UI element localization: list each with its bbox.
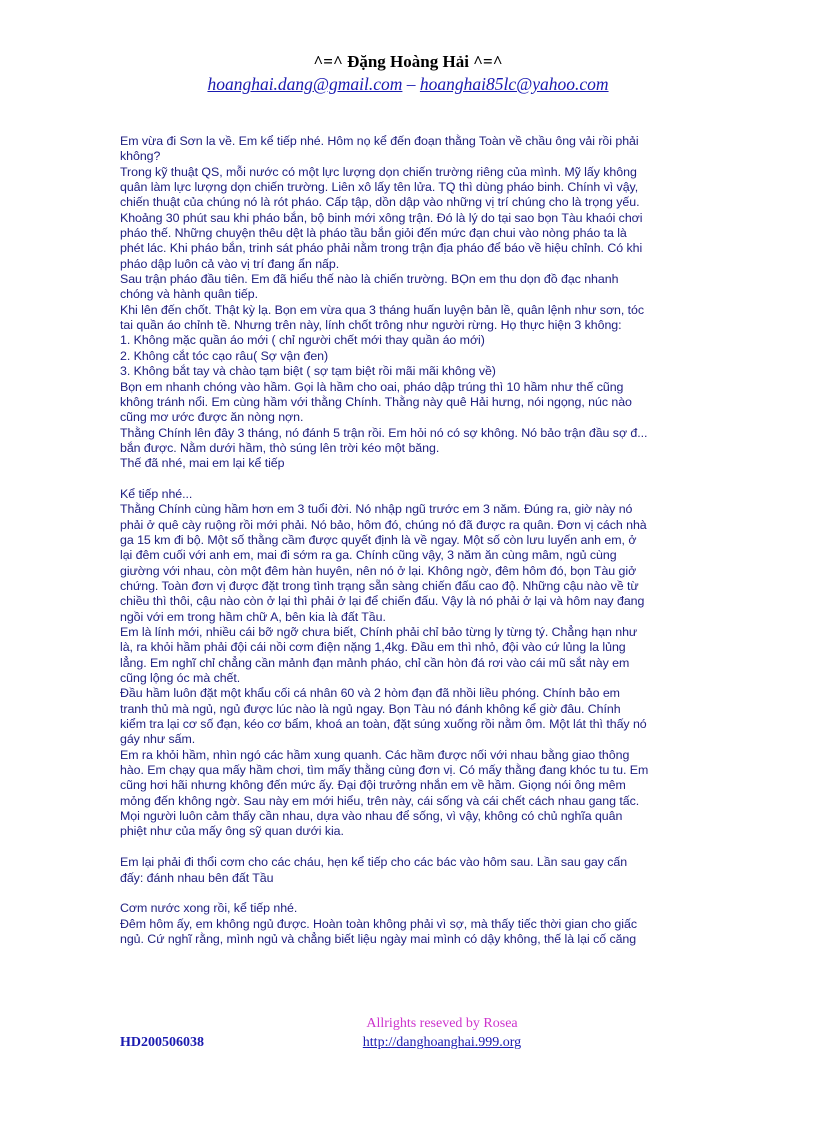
body-line: hào. Em chạy qua mấy hầm chơi, tìm mấy thằng cùng đơn vị. Có mấy thằng đang khóc tu tu. Em — [120, 763, 649, 778]
body-line: Khoảng 30 phút sau khi pháo bắn, bộ binh mới xông trận. Đó là lý do tại sao bọn Tàu khaói chơi — [120, 210, 643, 225]
body-line: ga 15 km đi bộ. Một số thằng cầm được quyết định là về ngay. Một số còn lưu luyến anh em, ở — [120, 532, 637, 547]
footer-url-link[interactable]: http://danghoanghai.999.org — [362, 1035, 522, 1050]
body-line: cũng lộng óc mà chết. — [120, 671, 241, 686]
body-line: gáy như sấm. — [120, 732, 196, 747]
paragraph-gap — [120, 472, 696, 487]
body-line: Thế đã nhé, mai em lại kể tiếp — [120, 456, 285, 471]
body-line: Trong kỹ thuật QS, mỗi nước có một lực lượng dọn chiến trường riêng của mình. Mỹ lấy không — [120, 164, 637, 179]
paragraph-gap — [120, 840, 696, 855]
story-body — [120, 134, 696, 947]
body-line: tai quần áo chỉnh tề. Nhưng trên này, lính chốt trông như người rừng. Họ thực hiện 3 không: — [120, 318, 622, 333]
body-line: là, ra khỏi hầm phải đội cái nồi cơm điện nặng 1,4kg. Đầu em thì nhỏ, đội vào cứ lủng la lủng — [120, 640, 626, 655]
body-line: giường với nhau, còn một đêm hàn huyên, nên nó ở lại. Không ngờ, đêm hôm đó, bọn Tàu giở — [120, 563, 637, 578]
body-line: Khi lên đến chốt. Thật kỳ lạ. Bọn em vừa qua 3 tháng huấn luyện bản lề, quân lệnh như sơn, tóc — [120, 302, 645, 317]
email-link-gmail[interactable]: hoanghai.dang@gmail.com — [207, 74, 403, 94]
body-line: Em lại phải đi thổi cơm cho các cháu, hẹn kể tiếp cho các bác vào hôm sau. Lần sau gay cấn — [120, 855, 628, 870]
body-line: đấy: đánh nhau bên đất Tầu — [120, 870, 274, 885]
body-line: phét lác. Khi pháo bắn, trinh sát pháo phải nằm trong trận địa pháo để báo về hiệu chỉnh. Có khi — [120, 241, 643, 256]
body-line: 1. Không mặc quần áo mới ( chỉ người chết mới thay quần áo mới) — [120, 333, 485, 348]
body-line: chiến thuật của chúng nó là rót pháo. Cấp tập, dồn dập vào những vị trí chúng cho là trọng yếu. — [120, 195, 640, 210]
body-line: chứng. Toàn đơn vị được đặt trong tình trạng sẵn sàng chiến đấu cao độ. Những cậu nào về từ — [120, 578, 639, 593]
body-line: Em ra khỏi hầm, nhìn ngó các hầm xung quanh. Các hầm được nối với nhau bằng giao thông — [120, 747, 630, 762]
body-line: Kể tiếp nhé... — [120, 486, 193, 501]
body-line: 2. Không cắt tóc cạo râu( Sợ vận đen) — [120, 348, 329, 363]
body-line: cũng hơi hãi nhưng không đến mức ấy. Đại đội trưởng nhắn em về hầm. Giọng nói ông mêm — [120, 778, 626, 793]
body-line: bắn được. Nằm dưới hầm, thò súng lên trời kéo một băng. — [120, 440, 440, 455]
body-line: Mọi người luôn cảm thấy cần nhau, dựa vào nhau để sống, vì vậy, không có chủ nghĩa quân — [120, 809, 623, 824]
body-line: ngủ. Cứ nghĩ rằng, mình ngủ và chẳng biết liệu ngày mai mình có dậy không, thế là lại cố căng — [120, 931, 637, 946]
body-line: chiều thì thôi, cậu nào còn ở lại thì phải ở lại để chiến đấu. Vậy là nó phải ở lại và hôm nay đang — [120, 594, 645, 609]
footer-url — [0, 1035, 816, 1051]
author-emails — [0, 74, 816, 95]
author-title: ^=^ Đặng Hoàng Hải ^=^ — [313, 52, 503, 71]
body-line: Đầu hầm luôn đặt một khẩu cối cá nhân 60 và 2 hòm đạn đã nhồi liều phóng. Chính bảo em — [120, 686, 620, 701]
body-line: quân làm lực lượng dọn chiến trường. Liên xô lấy tên lửa. TQ thì dùng pháo binh. Chính vì vậy, — [120, 180, 639, 195]
footer-document-id: HD200506038 — [120, 1035, 204, 1050]
body-line: kiểm tra lại cơ số đạn, kéo cơ bẩm, khoá an toàn, đặt súng xuống rồi nằm ôm. Một lát thì thấy nó — [120, 717, 647, 732]
body-line: tranh thủ mà ngủ, ngủ được lúc nào là ngủ ngay. Bọn Tàu nó đánh không kể giờ đâu. Chính — [120, 701, 621, 716]
paragraph-gap — [120, 886, 696, 901]
body-line: pháo dập luôn cả vào vị trí đang ẩn nấp. — [120, 256, 340, 271]
email-link-yahoo[interactable]: hoanghai85lc@yahoo.com — [419, 74, 609, 94]
body-line: Cơm nước xong rồi, kể tiếp nhé. — [120, 901, 298, 916]
body-line: Thằng Chính lên đây 3 tháng, nó đánh 5 trận rồi. Em hỏi nó có sợ không. Nó bảo trận đầu sợ đ... — [120, 425, 648, 440]
footer-rights: Allrights reseved by Rosea — [366, 1016, 518, 1031]
body-line: không tránh nổi. Em cùng hầm với thằng Chính. Thằng này quê Hải hưng, nói ngọng, núc nào — [120, 394, 632, 409]
body-line: Em vừa đi Sơn la về. Em kể tiếp nhé. Hôm nọ kể đến đoạn thằng Toàn về chầu ông vải rồi phải — [120, 134, 639, 148]
body-line: Em là lính mới, nhiều cái bỡ ngỡ chưa biết, Chính phải chỉ bảo từng ly từng tý. Chẳng hạn như — [120, 625, 638, 639]
body-line: 3. Không bắt tay và chào tạm biệt ( sợ tạm biệt rồi mãi mãi không về) — [120, 364, 496, 379]
body-line: lại đêm cuối với anh em, mai đi sớm ra ga. Chính cũng vậy, 3 năm ăn cùng mâm, ngủ cùng — [120, 548, 617, 563]
body-line: lẳng. Em nghĩ chỉ chẳng cần mảnh đạn mảnh pháo, chỉ cần hòn đá rơi vào cái mũ sắt này em — [120, 655, 630, 670]
body-line: ngồi với em trong hầm chữ A, bên kia là đất Tầu. — [120, 609, 386, 624]
body-line: pháo thế. Những chuyện thêu dệt là pháo tầu bắn giỏi đến mức đạn chui vào nòng pháo ta là — [120, 226, 627, 241]
body-line: Sau trận pháo đầu tiên. Em đã hiểu thế nào là chiến trường. BỌn em thu dọn đồ đạc nhanh — [120, 272, 619, 287]
body-line: không? — [120, 149, 161, 164]
body-line: Bọn em nhanh chóng vào hầm. Gọi là hầm cho oai, pháo dập trúng thì 10 hầm như thế cũng — [120, 379, 624, 394]
body-line: phiệt như của mấy ông sỹ quan dưới kia. — [120, 824, 344, 839]
body-line: Thằng Chính cùng hầm hơn em 3 tuổi đời. Nó nhập ngũ trước em 3 năm. Đúng ra, giờ này nó — [120, 502, 633, 517]
body-line: Đêm hôm ấy, em không ngủ được. Hoàn toàn không phải vì sợ, mà thấy tiếc thời gian cho giấc — [120, 916, 637, 931]
email-separator: – — [402, 74, 420, 94]
body-line: chóng và hành quân tiếp. — [120, 287, 258, 302]
body-line: cũng mơ ước được ăn nòng nợn. — [120, 410, 304, 425]
body-line: mỏng đến không ngờ. Sau này em mới hiểu, trên này, cái sống và cái chết cách nhau gang tấc. — [120, 793, 640, 808]
body-line: phải ở quê cày ruộng rồi mới phải. Nó bảo, hôm đó, chúng nó đã được ra quân. Đơn vị cách nhà — [120, 517, 647, 532]
